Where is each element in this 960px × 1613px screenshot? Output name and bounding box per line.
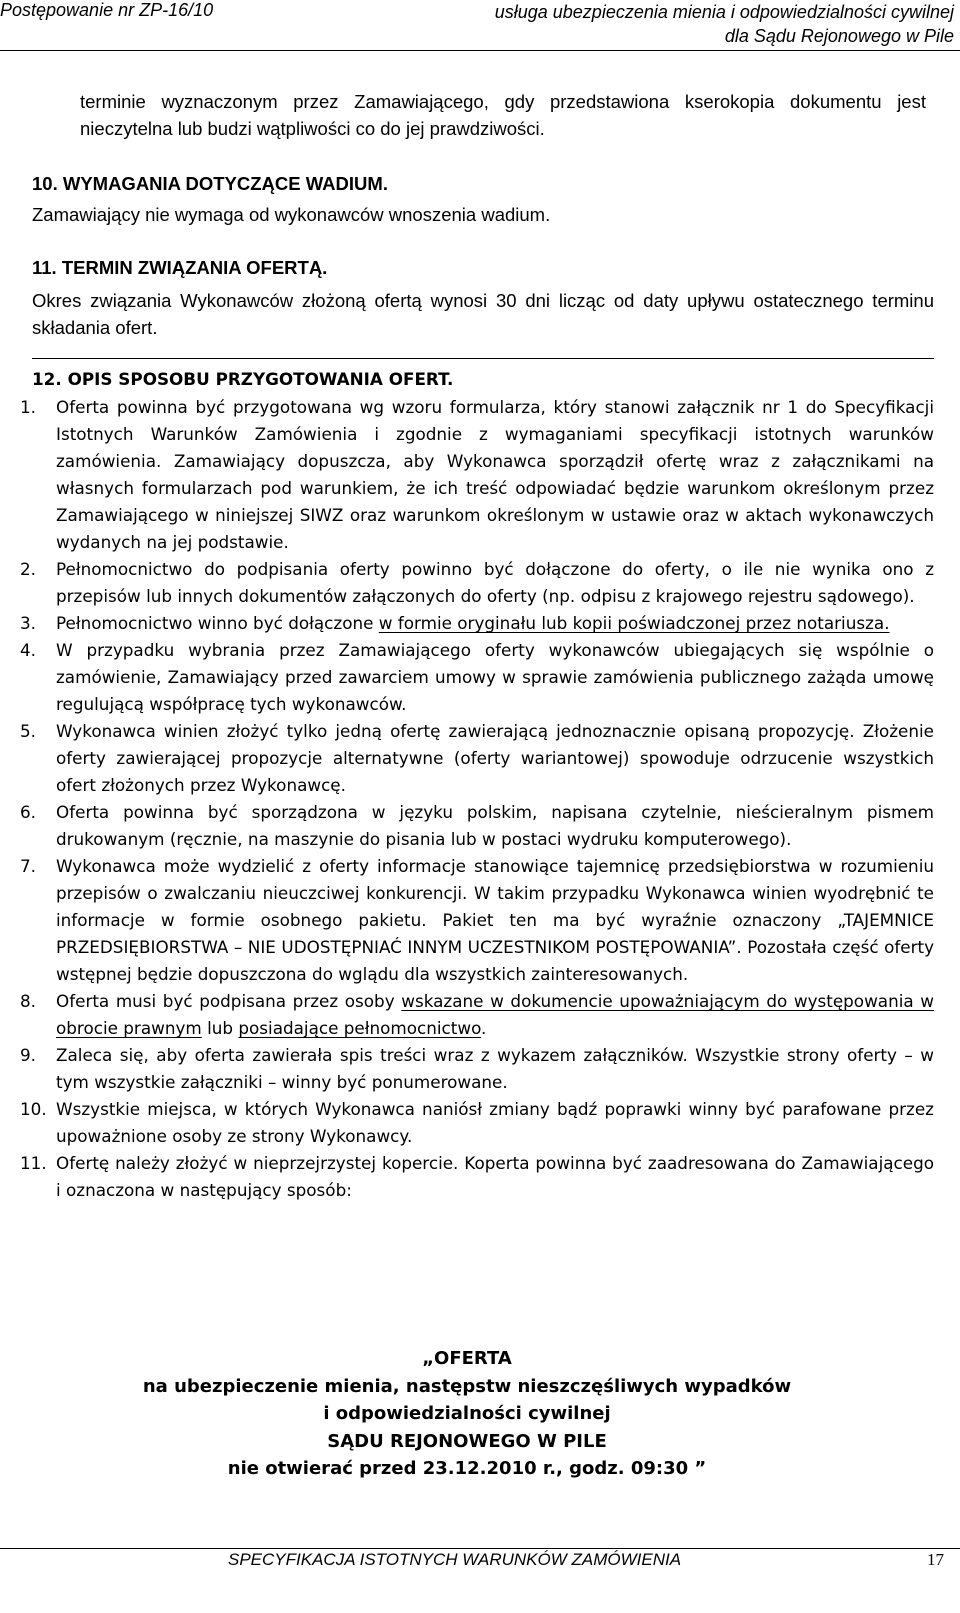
item-text: Oferta powinna być sporządzona w języku polskim, napisana czytelnie, nieścieralnym pismem drukowanym (ręcznie, na maszynie do pisania lub w postaci wydruku komputerowego).: [56, 802, 934, 849]
page-header: [0, 0, 960, 56]
item-text: lub: [201, 1018, 239, 1038]
section-11-title: 11. TERMIN ZWIĄZANIA OFERTĄ.: [32, 257, 328, 278]
envelope-line: „OFERTA: [422, 1348, 512, 1369]
page-number: 17: [927, 1550, 944, 1569]
intro-paragraph: terminie wyznaczonym przez Zamawiającego, gdy przedstawiona kserokopia dokumentu jest nieczytelna lub budzi wątpliwości co do jej prawdziwości.: [80, 91, 926, 139]
list-item: [0, 637, 934, 718]
list-item: [0, 394, 934, 556]
envelope-line: na ubezpieczenie mienia, następstw nieszczęśliwych wypadków: [142, 1375, 792, 1397]
header-rule: [0, 50, 960, 51]
item-number: 6.: [20, 802, 37, 822]
envelope-line: nie otwierać przed 23.12.2010 r., godz. 09:30 ”: [227, 1458, 707, 1479]
envelope-label: [0, 1345, 934, 1483]
item-text: W przypadku wybrania przez Zamawiającego oferty wykonawców ubiegających się wspólnie o zamówienie, Zamawiający przed zawarciem umowy w sprawie zamówienia publicznego zażąda umowę regulującą współpracę tych wykonawców.: [56, 640, 934, 714]
section-10-text: Zamawiający nie wymaga od wykonawców wnoszenia wadium.: [32, 204, 551, 225]
item-text: Wykonawca może wydzielić z oferty informacje stanowiące tajemnicę przedsiębiorstwa w rozumieniu przepisów o zwalczaniu nieuczciwej konkurencji. W takim przypadku Wykonawca winien wyodrębnić te informacje w formie osobnego pakietu. Pakiet ten ma być wyraźnie oznaczony „TAJEMNICE PRZEDSIĘBIORSTWA – NIE UDOSTĘPNIAĆ INNYM UCZESTNIKOM POSTĘPOWANIA”. Pozostała część oferty wstępnej będzie dopuszczona do wglądu dla wszystkich zainteresowanych.: [56, 856, 934, 984]
list-item: [0, 1096, 934, 1150]
item-underlined-text: w formie oryginału lub kopii poświadczonej przez notariusza.: [378, 613, 890, 633]
item-number: 7.: [20, 856, 37, 876]
list-item: [0, 1150, 934, 1204]
item-number: 3.: [20, 613, 37, 633]
offer-preparation-list: [0, 394, 934, 1204]
item-text: Wszystkie miejsca, w których Wykonawca naniósł zmiany bądź poprawki winny być parafowane przez upoważnione osoby ze strony Wykonawcy.: [56, 1099, 934, 1146]
item-text: Oferta powinna być przygotowana wg wzoru formularza, który stanowi załącznik nr 1 do Specyfikacji Istotnych Warunków Zamówienia i zgodnie z wymaganiami specyfikacji istotnych warunków zamówienia. Zamawiający dopuszcza, aby Wykonawca sporządził ofertę wraz z załącznikami na własnych formularzach pod warunkiem, że ich treść odpowiadać będzie warunkom określonym przez Zamawiającego w niniejszej SIWZ oraz warunkom określonym w ustawie oraz w aktach wykonawczych wydanych na jej podstawie.: [56, 397, 934, 552]
item-underlined-text: wskazane w dokumencie upoważniającym do występowania w obrocie prawnym: [56, 991, 935, 1038]
item-text: Oferta musi być podpisana przez osoby: [56, 991, 402, 1011]
list-item: [0, 718, 934, 799]
item-text: Ofertę należy złożyć w nieprzejrzystej kopercie. Koperta powinna być zaadresowana do Zamawiającego i oznaczona w następujący sposób:: [56, 1153, 934, 1200]
header-subject-line2: dla Sądu Rejonowego w Pile: [724, 26, 954, 46]
proceeding-number: Postępowanie nr ZP-16/10: [0, 0, 214, 20]
list-item: [0, 556, 934, 610]
header-subject: [495, 0, 954, 48]
item-underlined-text: posiadające pełnomocnictwo: [238, 1018, 482, 1038]
item-text: Zaleca się, aby oferta zawierała spis treści wraz z wykazem załączników. Wszystkie strony oferty – w tym wszystkie załączniki – winny być ponumerowane.: [56, 1045, 934, 1092]
list-item: [0, 799, 934, 853]
footer-title: SPECYFIKACJA ISTOTNYCH WARUNKÓW ZAMÓWIENIA: [228, 1550, 682, 1569]
item-number: 5.: [20, 721, 37, 741]
item-number: 11.: [20, 1153, 47, 1173]
section-11-text: Okres związania Wykonawców złożoną ofertą wynosi 30 dni licząc od daty upływu ostatecznego terminu składania ofert.: [32, 290, 934, 338]
section-12-title: 12. OPIS SPOSOBU PRZYGOTOWANIA OFERT.: [32, 369, 454, 389]
header-subject-line1: usługa ubezpieczenia mienia i odpowiedzialności cywilnej: [494, 2, 954, 22]
item-number: 4.: [20, 640, 37, 660]
item-number: 2.: [20, 559, 37, 579]
section-12-rule: [32, 358, 934, 359]
list-item: [0, 610, 934, 637]
envelope-line: i odpowiedzialności cywilnej: [323, 1403, 611, 1424]
item-text: Pełnomocnictwo do podpisania oferty powinno być dołączone do oferty, o ile nie wynika ono z przepisów lub innych dokumentów załączonych do oferty (np. odpisu z krajowego rejestru sądowego).: [56, 559, 934, 606]
item-number: 8.: [20, 991, 37, 1011]
section-10-title: 10. WYMAGANIA DOTYCZĄCE WADIUM.: [32, 173, 388, 194]
item-number: 9.: [20, 1045, 37, 1065]
list-item: [0, 853, 934, 988]
item-number: 10.: [20, 1099, 47, 1119]
envelope-line: SĄDU REJONOWEGO W PILE: [327, 1430, 607, 1452]
item-text: Pełnomocnictwo winno być dołączone: [56, 613, 379, 633]
item-text: .: [481, 1018, 487, 1038]
list-item: [0, 988, 934, 1042]
item-number: 1.: [20, 397, 37, 417]
item-text: Wykonawca winien złożyć tylko jedną ofertę zawierającą jednoznacznie opisaną propozycję. Złożenie oferty zawierającej propozycje alternatywne (oferty wariantowej) spowoduje odrzucenie wszystkich ofert złożonych przez Wykonawcę.: [56, 721, 934, 795]
list-item: [0, 1042, 934, 1096]
